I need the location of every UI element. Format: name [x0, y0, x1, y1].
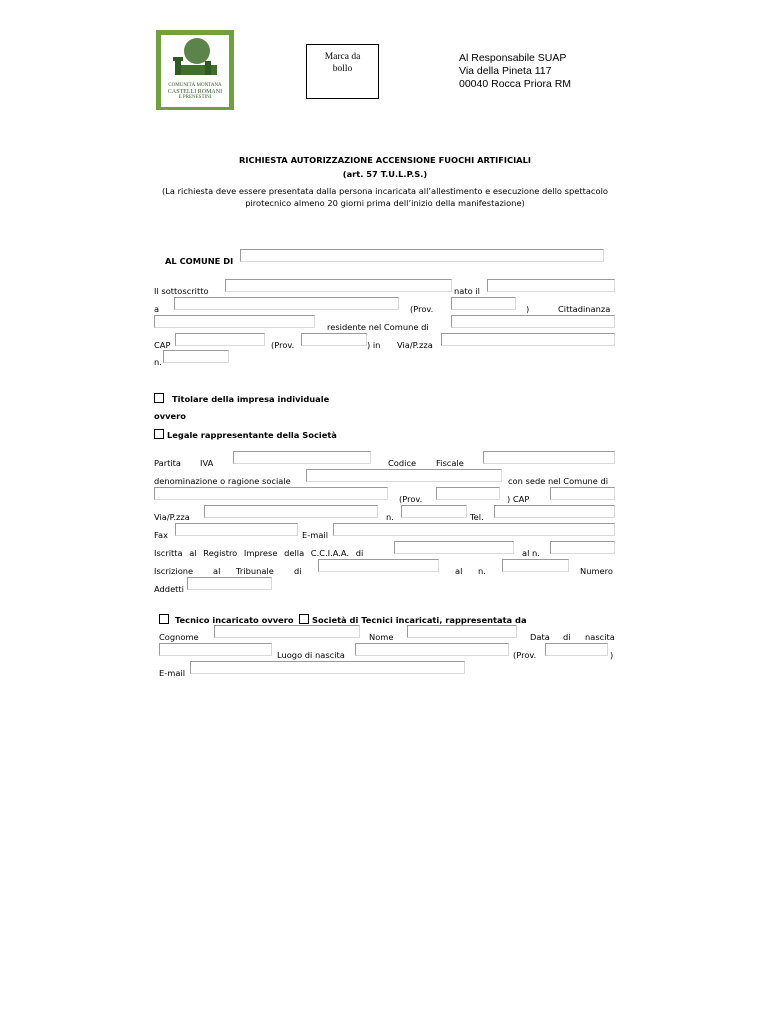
- company-comune-field[interactable]: [154, 487, 388, 500]
- sottoscritto-label: Il sottoscritto: [154, 286, 209, 296]
- company-name-field[interactable]: [306, 469, 502, 482]
- company-prov-field[interactable]: [436, 487, 500, 500]
- nome-label: Nome: [369, 632, 394, 642]
- document-note: pirotecnico almeno 20 giorni prima dell’inizio della manifestazione): [245, 198, 525, 208]
- employees-field[interactable]: [187, 577, 272, 590]
- denominazione-label: denominazione o ragione sociale: [154, 476, 291, 486]
- address-field[interactable]: [441, 333, 615, 346]
- prov-label: (Prov.: [399, 494, 423, 504]
- al-n-label: al n.: [522, 548, 540, 558]
- fax-label: Fax: [154, 530, 169, 540]
- company-email-field[interactable]: [333, 523, 615, 536]
- titolare-option[interactable]: [154, 393, 329, 404]
- tel-label: Tel.: [470, 512, 484, 522]
- residence-prov-field[interactable]: [301, 333, 367, 346]
- via-label: Via/P.zza: [154, 512, 190, 522]
- nato-il-label: nato il: [454, 286, 480, 296]
- cittadinanza-label: Cittadinanza: [558, 304, 611, 314]
- birth-prov-field[interactable]: [451, 297, 516, 310]
- address-number-field[interactable]: [163, 350, 229, 363]
- tecnico-checkbox[interactable]: [159, 614, 169, 624]
- stamp-label: bollo: [332, 64, 353, 74]
- surname-field[interactable]: [214, 625, 360, 638]
- iva-label: IVA: [200, 458, 214, 468]
- cognome-label: Cognome: [159, 632, 199, 642]
- cap-field[interactable]: [175, 333, 265, 346]
- phone-field[interactable]: [494, 505, 615, 518]
- document-subtitle: (art. 57 T.U.L.P.S.): [342, 169, 428, 179]
- document-note: (La richiesta deve essere presentata dalla persona incaricata all’allestimento e esecuzione dello spettacolo: [162, 186, 608, 196]
- prov-close-label: ): [610, 650, 614, 660]
- sede-label: con sede nel Comune di: [508, 476, 609, 486]
- address-line: 00040 Rocca Priora RM: [459, 78, 572, 90]
- tecnico-option[interactable]: [159, 614, 294, 625]
- company-cap-label: ) CAP: [507, 494, 530, 504]
- tribunale-field[interactable]: [318, 559, 439, 572]
- di-label: di: [563, 632, 571, 642]
- comune-label: AL COMUNE DI: [165, 256, 234, 266]
- societa-option[interactable]: [299, 614, 527, 625]
- prov-label: (Prov.: [410, 304, 434, 314]
- iscrizione-label: Iscrizione: [154, 566, 194, 576]
- legale-checkbox[interactable]: [154, 429, 164, 439]
- numero-label: Numero: [580, 566, 613, 576]
- tribunale-label: Tribunale: [236, 566, 274, 576]
- number-label: n.: [386, 512, 394, 522]
- recipient-address: [459, 52, 571, 91]
- first-name-field[interactable]: [407, 625, 517, 638]
- ccia-field[interactable]: [394, 541, 514, 554]
- ovvero-label: ovvero: [154, 411, 186, 421]
- logo-line: E PRENESTINI: [178, 95, 212, 100]
- tribunale-number-field[interactable]: [502, 559, 569, 572]
- document-title: RICHIESTA AUTORIZZAZIONE ACCENSIONE FUOCHI ARTIFICIALI: [239, 155, 531, 165]
- via-label: Via/P.zza: [397, 340, 433, 350]
- di-label: di: [294, 566, 302, 576]
- logo-line: COMUNITÀ MONTANA: [168, 83, 222, 88]
- a-label: a: [154, 304, 160, 314]
- titolare-checkbox[interactable]: [154, 393, 164, 403]
- birth-place-field[interactable]: [174, 297, 399, 310]
- number-label: n.: [478, 566, 486, 576]
- company-number-field[interactable]: [401, 505, 467, 518]
- prov-in-label: ) in: [367, 340, 381, 350]
- fiscale-label: Fiscale: [436, 458, 464, 468]
- tech-birth-place-field[interactable]: [355, 643, 509, 656]
- nascita-label: nascita: [585, 632, 615, 642]
- al-label: al: [455, 566, 463, 576]
- address-line: Al Responsabile SUAP: [459, 52, 567, 64]
- cittadinanza-field[interactable]: [154, 315, 315, 328]
- logo-line: CASTELLI ROMANI: [167, 89, 223, 95]
- birth-date-field[interactable]: [487, 279, 615, 292]
- addetti-label: Addetti: [154, 584, 184, 594]
- al-label: al: [213, 566, 221, 576]
- name-field[interactable]: [225, 279, 452, 292]
- tech-prov-field[interactable]: [545, 643, 608, 656]
- email-label: E-mail: [159, 668, 186, 678]
- organization-logo: [156, 30, 234, 110]
- prov-label: (Prov.: [513, 650, 537, 660]
- codice-label: Codice: [388, 458, 417, 468]
- stamp-label: Marca da: [324, 52, 361, 62]
- number-label: n.: [154, 357, 162, 367]
- fax-field[interactable]: [175, 523, 298, 536]
- address-line: Via della Pineta 117: [459, 65, 552, 77]
- data-label: Data: [530, 632, 550, 642]
- legale-label: Legale rappresentante della Società: [167, 430, 337, 440]
- company-cap-field[interactable]: [550, 487, 615, 500]
- prov-close-label: ): [526, 304, 530, 314]
- tech-email-field[interactable]: [190, 661, 465, 674]
- company-address-field[interactable]: [204, 505, 378, 518]
- castle-tree-icon: [161, 35, 229, 79]
- luogo-label: Luogo di nascita: [277, 650, 345, 660]
- societa-checkbox[interactable]: [299, 614, 309, 624]
- prov-label: (Prov.: [271, 340, 295, 350]
- stamp-box: [306, 44, 379, 99]
- tax-code-field[interactable]: [483, 451, 615, 464]
- ccia-number-field[interactable]: [550, 541, 615, 554]
- legale-option[interactable]: [154, 429, 337, 440]
- societa-label: Società di Tecnici incaricati, rappresentata da: [312, 615, 527, 625]
- email-label: E-mail: [302, 530, 329, 540]
- vat-field[interactable]: [233, 451, 371, 464]
- residente-label: residente nel Comune di: [327, 322, 429, 332]
- tech-birth-date-field[interactable]: [159, 643, 272, 656]
- iscritta-label: Iscritta al Registro Imprese della C.C.I.A.A. di: [154, 548, 364, 558]
- tecnico-label: Tecnico incaricato ovvero: [175, 615, 294, 625]
- comune-field[interactable]: [240, 249, 604, 262]
- cap-label: CAP: [154, 340, 171, 350]
- partita-label: Partita: [154, 458, 182, 468]
- titolare-label: Titolare della impresa individuale: [172, 394, 330, 404]
- residence-comune-field[interactable]: [451, 315, 615, 328]
